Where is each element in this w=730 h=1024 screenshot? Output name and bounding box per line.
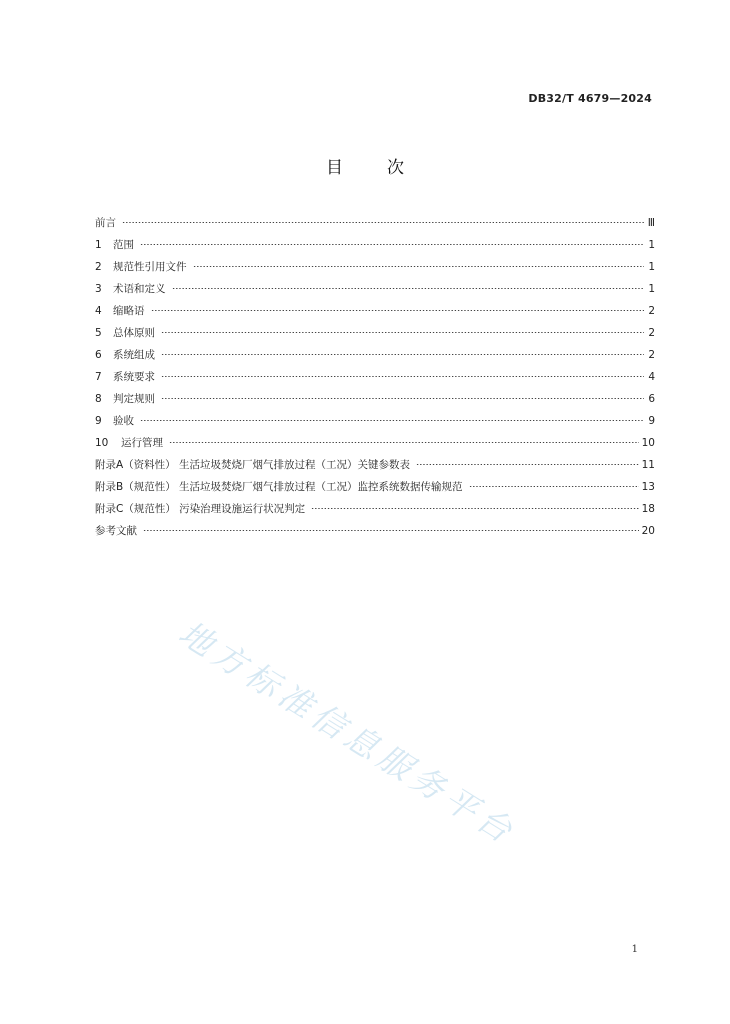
document-code: DB32/T 4679—2024 — [528, 92, 652, 105]
toc-entry-text: 规范性引用文件 — [113, 261, 187, 273]
toc-leader-dots — [122, 222, 644, 223]
toc-entry-number: 6 — [95, 349, 102, 361]
toc-leader-dots — [169, 442, 639, 443]
toc-title-char-1: 目 — [326, 158, 343, 178]
toc-leader-dots — [416, 464, 639, 465]
toc-entry-normative-references[interactable] — [95, 256, 655, 278]
toc-entry-appendix-a[interactable] — [95, 454, 655, 476]
toc-entry-text: 缩略语 — [113, 305, 145, 317]
toc-entry-system-requirements[interactable] — [95, 366, 655, 388]
toc-leader-dots — [469, 486, 639, 487]
table-of-contents — [95, 212, 655, 542]
toc-entry-page: 6 — [648, 393, 655, 405]
toc-entry-text: 附录B（规范性） 生活垃圾焚烧厂烟气排放过程（工况）监控系统数据传输规范 — [95, 481, 463, 493]
toc-entry-page: 4 — [648, 371, 655, 383]
toc-entry-page: 13 — [641, 481, 655, 493]
toc-entry-number: 5 — [95, 327, 102, 339]
toc-entry-number: 9 — [95, 415, 102, 427]
toc-entry-number: 7 — [95, 371, 102, 383]
toc-leader-dots — [140, 244, 644, 245]
toc-leader-dots — [172, 288, 645, 289]
toc-leader-dots — [140, 420, 644, 421]
toc-entry-page: 9 — [648, 415, 655, 427]
toc-entry-text: 运行管理 — [121, 437, 163, 449]
toc-entry-text: 系统要求 — [113, 371, 155, 383]
toc-entry-text: 参考文献 — [95, 525, 137, 537]
toc-entry-abbreviations[interactable] — [95, 300, 655, 322]
toc-leader-dots — [143, 530, 639, 531]
toc-entry-page: 2 — [648, 327, 655, 339]
toc-entry-number: 1 — [95, 239, 102, 251]
toc-entry-number: 3 — [95, 283, 102, 295]
toc-entry-text: 附录C（规范性） 污染治理设施运行状况判定 — [95, 503, 306, 515]
toc-entry-acceptance[interactable] — [95, 410, 655, 432]
toc-entry-number: 4 — [95, 305, 102, 317]
toc-entry-foreword[interactable] — [95, 212, 655, 234]
toc-entry-bibliography[interactable] — [95, 520, 655, 542]
toc-entry-page: 11 — [641, 459, 655, 471]
toc-title-char-2: 次 — [387, 158, 404, 178]
toc-leader-dots — [193, 266, 645, 267]
toc-leader-dots — [161, 332, 644, 333]
toc-leader-dots — [311, 508, 638, 509]
toc-entry-page: 10 — [641, 437, 655, 449]
toc-entry-text: 前言 — [95, 217, 116, 229]
toc-leader-dots — [161, 376, 644, 377]
toc-entry-text: 判定规则 — [113, 393, 155, 405]
toc-entry-text: 范围 — [113, 239, 134, 251]
toc-entry-terms[interactable] — [95, 278, 655, 300]
toc-entry-appendix-b[interactable] — [95, 476, 655, 498]
toc-entry-number: 2 — [95, 261, 102, 273]
page-number: 1 — [631, 944, 638, 955]
toc-entry-scope[interactable] — [95, 234, 655, 256]
toc-entry-page: Ⅲ — [647, 217, 655, 229]
toc-entry-operation-management[interactable] — [95, 432, 655, 454]
toc-entry-text: 验收 — [113, 415, 134, 427]
toc-entry-text: 系统组成 — [113, 349, 155, 361]
toc-entry-page: 2 — [648, 349, 655, 361]
toc-entry-appendix-c[interactable] — [95, 498, 655, 520]
watermark: 地方标准信息服务平台 — [172, 613, 524, 853]
toc-entry-general-principles[interactable] — [95, 322, 655, 344]
toc-leader-dots — [161, 398, 644, 399]
toc-entry-page: 20 — [641, 525, 655, 537]
toc-entry-page: 1 — [648, 283, 655, 295]
toc-entry-page: 1 — [648, 261, 655, 273]
toc-entry-text: 总体原则 — [113, 327, 155, 339]
toc-title — [0, 153, 730, 178]
toc-entry-judgment-rules[interactable] — [95, 388, 655, 410]
toc-entry-text: 附录A（资料性） 生活垃圾焚烧厂烟气排放过程（工况）关键参数表 — [95, 459, 411, 471]
toc-leader-dots — [161, 354, 644, 355]
toc-entry-text: 术语和定义 — [113, 283, 166, 295]
toc-leader-dots — [151, 310, 645, 311]
toc-entry-page: 2 — [648, 305, 655, 317]
toc-entry-page: 18 — [641, 503, 655, 515]
toc-entry-system-composition[interactable] — [95, 344, 655, 366]
toc-entry-number: 8 — [95, 393, 102, 405]
toc-entry-number: 10 — [95, 437, 109, 449]
toc-entry-page: 1 — [648, 239, 655, 251]
